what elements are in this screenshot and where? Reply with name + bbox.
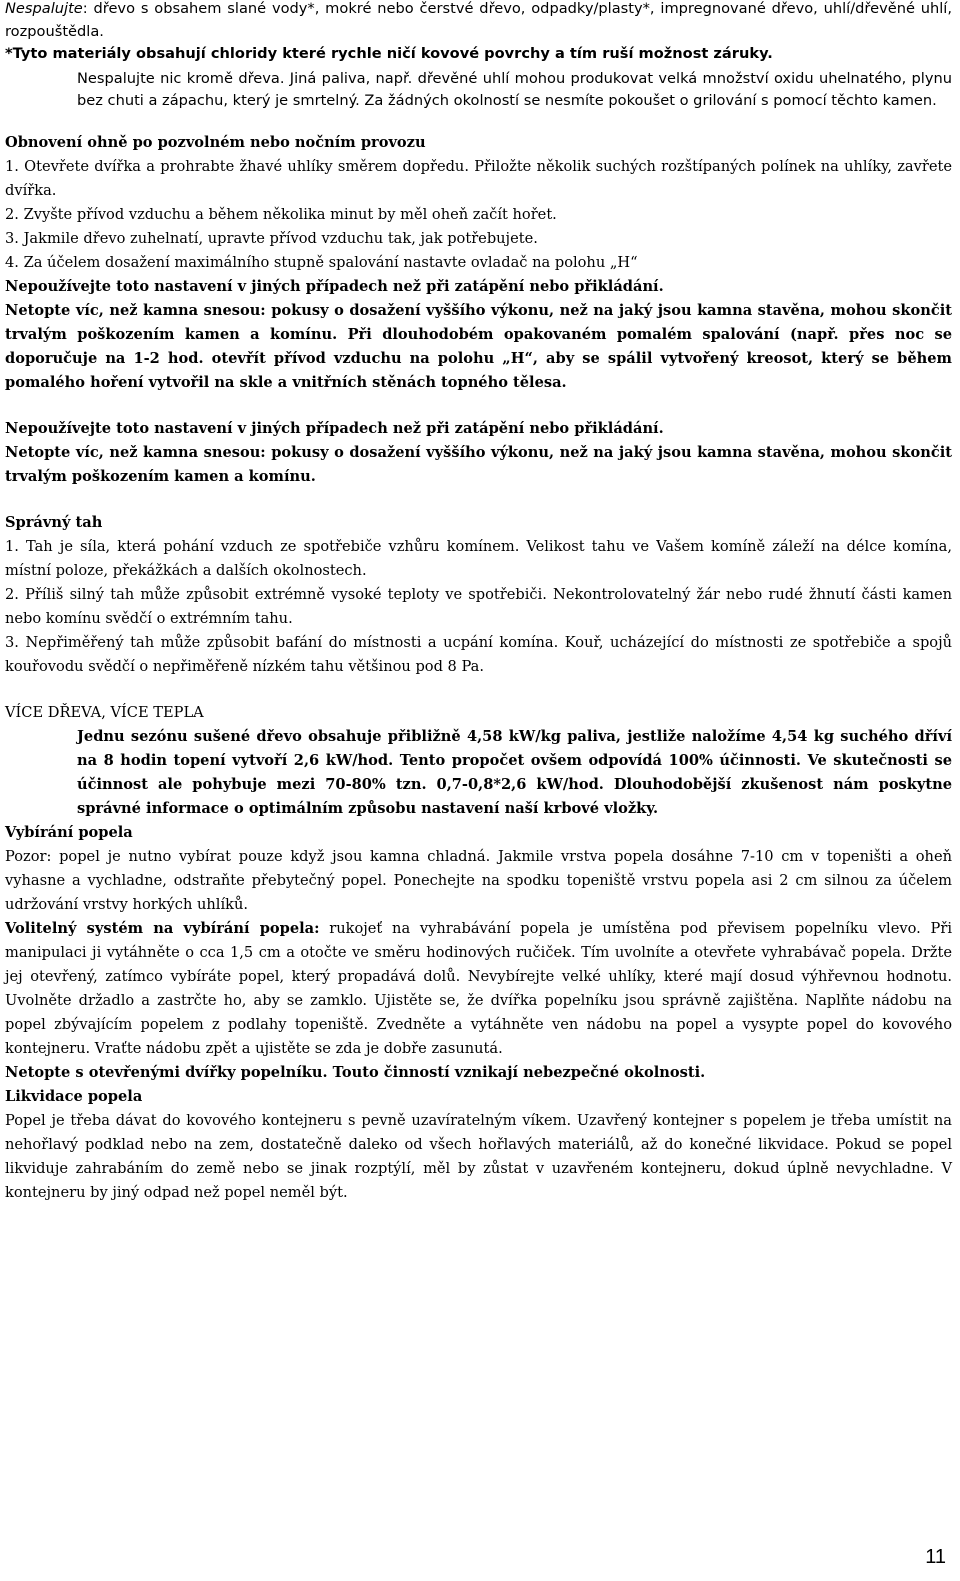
optional-system-label: Volitelný systém na vybírání popela: xyxy=(5,919,320,937)
fuel-warning: Nespalujte nic kromě dřeva. Jiná paliva, např. dřevěné uhlí mohou produkovat velká množství oxidu uhelnatého, plynu bez chuti a zápachu, který je smrtelný. Za žádných okolností se nesmíte pokoušet o grilování s pomocí těchto kamen. xyxy=(77,69,952,109)
ash-removal-paragraph: Pozor: popel je nutno vybírat pouze když jsou kamna chladná. Jakmile vrstva popela dosáhne 7-10 cm v topeništi a oheň vyhasne a vychladne, odstraňte přebytečný popel. Ponechejte na spodku topeniště vrstvu popela asi 2 cm silnou za účelem udržování vrstvy horkých uhlíků. xyxy=(5,847,952,913)
nespalujte-label: Nespalujte xyxy=(5,0,83,17)
nespalujte-paragraph xyxy=(5,0,952,43)
restore-step-3: 3. Jakmile dřevo zuhelnatí, upravte přívod vzduchu tak, jak potřebujete. xyxy=(5,229,538,247)
repeat-warning-2: Netopte víc, než kamna snesou: pokusy o dosažení vyššího výkonu, než na jaký jsou kamna stavěna, mohou skončit trvalým poškozením kamen a komínu. xyxy=(5,443,952,485)
draft-heading: Správný tah xyxy=(5,513,103,531)
more-wood-heading: VÍCE DŘEVA, VÍCE TEPLA xyxy=(5,703,204,721)
restore-step-4: 4. Za účelem dosažení maximálního stupně spalování nastavte ovladač na polohu „H“ xyxy=(5,253,638,271)
more-wood-text: Jednu sezónu sušené dřevo obsahuje přibližně 4,58 kW/kg paliva, jestliže naložíme 4,54 kg suchého dříví na 8 hodin topení vytvoří 2,6 kW/hod. Tento propočet ovšem odpovídá 100% účinnosti. Ve skutečnosti se účinnost ale pohybuje mezi 70-80% tzn. 0,7-0,8*2,6 kW/hod. Dlouhodobější zkušenost nám poskytne správné informace o optimálním způsobu nastavení naší krbové vložky. xyxy=(77,727,952,817)
restore-heading: Obnovení ohně po pozvolném nebo nočním provozu xyxy=(5,133,426,151)
page-number: 11 xyxy=(925,1546,946,1568)
ash-drawer-warning: Netopte s otevřenými dvířky popelníku. Touto činností vznikají nebezpečné okolnosti. xyxy=(5,1063,706,1081)
restore-step-2: 2. Zvyšte přívod vzduchu a během několika minut by měl oheň začít hořet. xyxy=(5,205,557,223)
nespalujte-text: : dřevo s obsahem slané vody*, mokré nebo čerstvé dřevo, odpadky/plasty*, impregnované dřevo, uhlí/dřevěné uhlí, rozpouštědla. xyxy=(5,0,952,40)
restore-warning-2: Netopte víc, než kamna snesou: pokusy o dosažení vyššího výkonu, než na jaký jsou kamna stavěna, mohou skončit trvalým poškozením kamen a komínu. Při dlouhodobém opakovaném pomalém spalování (např. přes noc se doporučuje na 1-2 hod. otevřít přívod vzduchu na polohu „H“, aby se spálil vytvořený kreosot, který se během pomalého hoření vytvořil na skle a vnitřních stěnách topného tělesa. xyxy=(5,301,952,391)
draft-paragraph-2: 2. Příliš silný tah může způsobit extrémně vysoké teploty ve spotřebiči. Nekontrolovatelný žár nebo rudé žhnutí části kamen nebo komínu svědčí o extrémním tahu. xyxy=(5,585,952,627)
ash-disposal-heading: Likvidace popela xyxy=(5,1087,143,1105)
ash-disposal-paragraph: Popel je třeba dávat do kovového kontejneru s pevně uzavíratelným víkem. Uzavřený kontejner s popelem je třeba umístit na nehořlavý podklad nebo na zem, dostatečně daleko od všech hořlavých materiálů, až do konečné likvidace. Pokud se popel likviduje zahrabáním do země nebo se jinak rozptýlí, měl by zůstat v uzavřeném kontejneru, dokud úplně nevychladne. V kontejneru by jiný odpad než popel neměl být. xyxy=(5,1111,952,1201)
page-content xyxy=(5,0,952,1205)
repeat-warning-1: Nepoužívejte toto nastavení v jiných případech než při zatápění nebo přikládání. xyxy=(5,419,664,437)
optional-system-text: rukojeť na vyhrabávání popela je umístěna pod převisem popelníku vlevo. Při manipulaci ji vytáhněte o cca 1,5 cm a otočte ve směru hodinových ručiček. Tím uvolníte a otevřete vyhrabávač popela. Držte jej otevřený, zatímco vybíráte popel, který propadává dolů. Nevybírejte velké uhlíky, které mají dosud výhřevnou hodnotu. Uvolněte držadlo a zastrčte ho, aby se zamklo. Ujistěte se, že dvířka popelníku jsou správně zajištěna. Naplňte nádobu na popel zbývajícím popelem z podlahy topeniště. Zvedněte a vytáhněte ven nádobu na popel a vysypte popel do kovového kontejneru. Vraťte nádobu zpět a ujistěte se zda je dobře zasunutá. xyxy=(5,919,952,1057)
ash-removal-heading: Vybírání popela xyxy=(5,823,133,841)
optional-system-paragraph xyxy=(5,917,952,1061)
restore-step-1: 1. Otevřete dvířka a prohrabte žhavé uhlíky směrem dopředu. Přiložte několik suchých rozštípaných polínek na uhlíky, zavřete dvířka. xyxy=(5,157,952,199)
draft-paragraph-1: 1. Tah je síla, která pohání vzduch ze spotřebiče vzhůru komínem. Velikost tahu ve Vašem komíně záleží na délce komína, místní poloze, překážkách a dalších okolnostech. xyxy=(5,537,952,579)
chlorides-note: *Tyto materiály obsahují chloridy které rychle ničí kovové povrchy a tím ruší možnost záruky. xyxy=(5,45,773,62)
restore-warning-1: Nepoužívejte toto nastavení v jiných případech než při zatápění nebo přikládání. xyxy=(5,277,664,295)
draft-paragraph-3: 3. Nepřiměřený tah může způsobit bafání do místnosti a ucpání komína. Kouř, ucházející do místnosti ze spotřebiče a spojů kouřovodu svědčí o nepřiměřeně nízkém tahu většinou pod 8 Pa. xyxy=(5,633,952,675)
